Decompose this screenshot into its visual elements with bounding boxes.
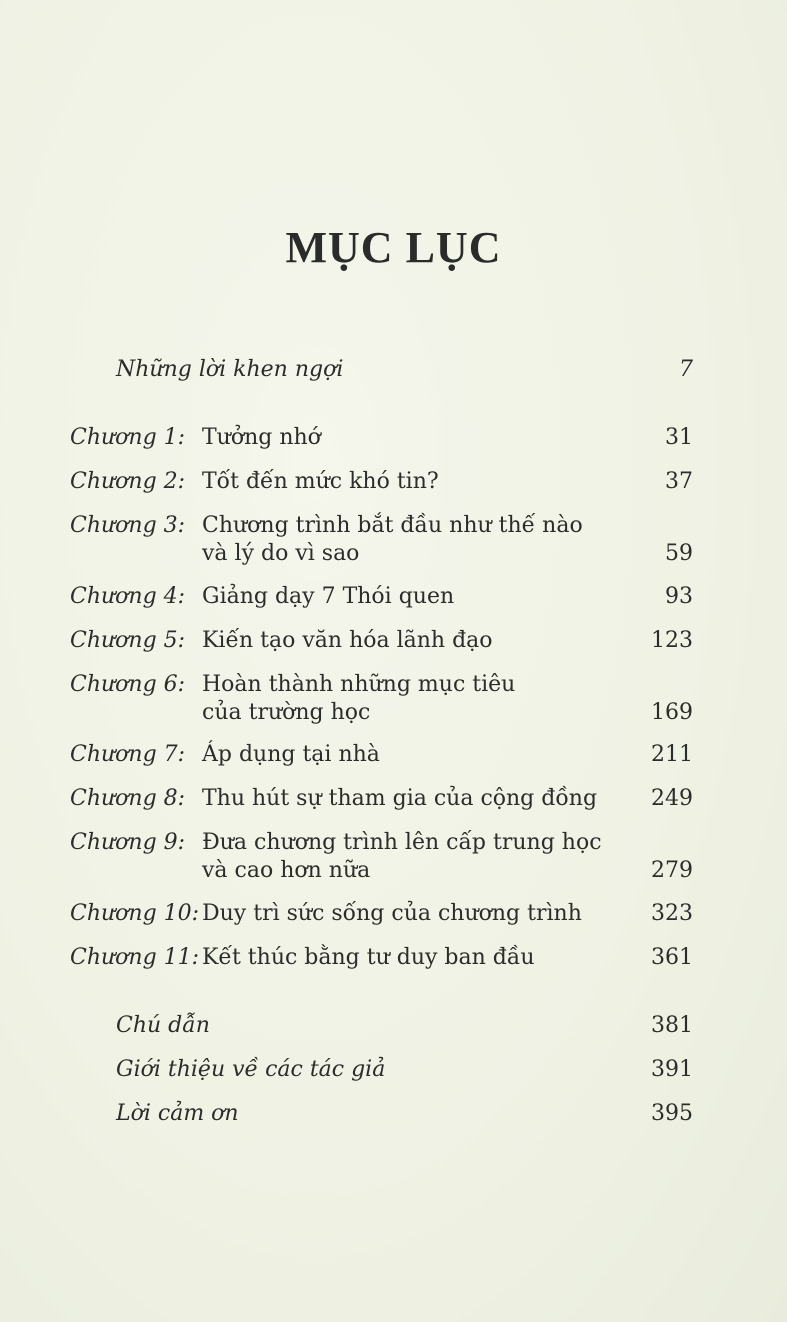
chapter-label: Chương 1: bbox=[70, 425, 186, 450]
chapter-label: Chương 4: bbox=[70, 584, 186, 609]
chapter-title-line: Tưởng nhớ bbox=[202, 425, 321, 450]
chapter-title-line: Tốt đến mức khó tin? bbox=[202, 469, 439, 494]
toc-entry-front bbox=[116, 356, 693, 384]
chapter-title-line: Áp dụng tại nhà bbox=[202, 742, 380, 767]
chapter-title-line: Chương trình bắt đầu như thế nào bbox=[202, 513, 583, 538]
toc-page-number: 323 bbox=[651, 901, 693, 926]
toc-page-number: 249 bbox=[651, 786, 693, 811]
chapter-title bbox=[202, 900, 602, 928]
toc-page-number: 361 bbox=[651, 945, 693, 970]
toc-entry-chapter-3 bbox=[70, 512, 693, 568]
toc-entry-chapter-9 bbox=[70, 829, 693, 885]
toc-page-number: 59 bbox=[665, 541, 693, 566]
chapter-label: Chương 8: bbox=[70, 786, 186, 811]
chapter-title-line: Duy trì sức sống của chương trình bbox=[202, 901, 582, 926]
chapter-title bbox=[202, 944, 602, 972]
chapter-title-line: Kết thúc bằng tư duy ban đầu bbox=[202, 945, 535, 970]
toc-page-number: 169 bbox=[651, 700, 693, 725]
toc-page-number: 7 bbox=[679, 357, 693, 382]
chapter-label: Chương 10: bbox=[70, 901, 200, 926]
chapter-label: Chương 5: bbox=[70, 628, 186, 653]
chapter-title bbox=[202, 424, 602, 452]
toc-page-number: 279 bbox=[651, 858, 693, 883]
chapter-title bbox=[202, 785, 602, 813]
chapter-title bbox=[202, 829, 602, 885]
chapter-label: Chương 6: bbox=[70, 672, 186, 697]
chapter-label: Chương 7: bbox=[70, 742, 186, 767]
toc-entry-label: Lời cảm ơn bbox=[116, 1101, 239, 1126]
toc-entry-label: Những lời khen ngợi bbox=[116, 357, 344, 382]
toc-page-number: 381 bbox=[651, 1013, 693, 1038]
toc-entry-chapter-6 bbox=[70, 671, 693, 727]
toc-entry-label: Giới thiệu về các tác giả bbox=[116, 1057, 386, 1082]
chapter-title bbox=[202, 583, 602, 611]
chapter-title-line: của trường học bbox=[202, 700, 371, 725]
chapter-title bbox=[202, 741, 602, 769]
chapter-title bbox=[202, 512, 602, 568]
toc-page-number: 395 bbox=[651, 1101, 693, 1126]
chapter-label: Chương 2: bbox=[70, 469, 186, 494]
toc-entry-back-authors bbox=[116, 1056, 693, 1084]
chapter-title-line: Đưa chương trình lên cấp trung học bbox=[202, 830, 602, 855]
toc-entry-back-acknowledgements bbox=[116, 1100, 693, 1128]
chapter-title-line: Hoàn thành những mục tiêu bbox=[202, 672, 516, 697]
chapter-title-line: và lý do vì sao bbox=[202, 541, 360, 566]
toc-page-number: 37 bbox=[665, 469, 693, 494]
chapter-title bbox=[202, 671, 602, 727]
toc-entry-back-notes bbox=[116, 1012, 693, 1040]
toc-page-number: 211 bbox=[651, 742, 693, 767]
chapter-label: Chương 3: bbox=[70, 513, 186, 538]
toc-page-number: 391 bbox=[651, 1057, 693, 1082]
chapter-title-line: Thu hút sự tham gia của cộng đồng bbox=[202, 786, 598, 811]
page-title: MỤC LỤC bbox=[285, 223, 502, 272]
chapter-title bbox=[202, 468, 602, 496]
chapter-title-line: và cao hơn nữa bbox=[202, 858, 371, 883]
chapter-title bbox=[202, 627, 602, 655]
chapter-label: Chương 9: bbox=[70, 830, 186, 855]
toc-entry-label: Chú dẫn bbox=[116, 1013, 210, 1038]
chapter-title-line: Giảng dạy 7 Thói quen bbox=[202, 584, 455, 609]
chapter-title-line: Kiến tạo văn hóa lãnh đạo bbox=[202, 628, 493, 653]
toc-page-number: 31 bbox=[665, 425, 693, 450]
chapter-label: Chương 11: bbox=[70, 945, 200, 970]
toc-page-number: 93 bbox=[665, 584, 693, 609]
toc-page-number: 123 bbox=[651, 628, 693, 653]
